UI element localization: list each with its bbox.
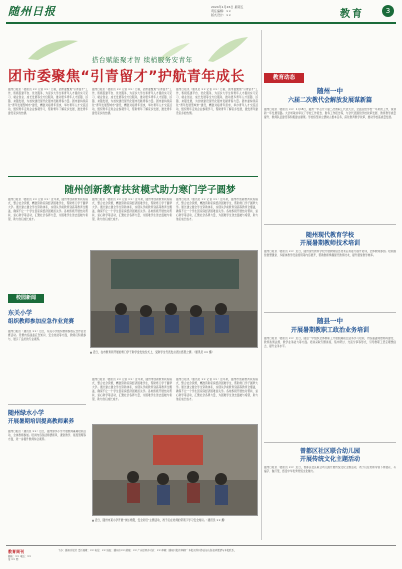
left-body-1: 随州日报讯（通讯员 ××）近日，东关小学组织教师参加应急作业竞赛活动。竞赛内容涵盖应急知识、安全技能等方面，教师们积极参与，展示了良好的专业素养。 (8, 330, 86, 341)
right-body-1: 随州日报讯（通讯员 ××）1月18日，随州一中召开六届二次教职工代表大会，全面总结学校一年来的工作，谋划新一年发展思路。大会听取并审议了学校工作报告、财务工作报告等，与会代表围绕学校改革发展、教育教学质量提升、教师队伍建设等积极建言献策。学校将坚持立德树人根本任务，深化教育教学改革，推动学校高质量发展。 (264, 108, 396, 119)
left-title-1: 东关小学 (8, 310, 33, 317)
right-column-tag: 教育动态 (264, 73, 304, 83)
left-title-2: 随州绿水小学 (8, 410, 45, 417)
middle-story-body-col4: 随州日报讯（通讯员 ×× 记者 ××）近年来，随州市创新教育扶贫模式，整合社会资源，精准资助家庭经济困难学生，帮助寒门学子圆梦大学。通过建立健全学生资助体系，实现从学前教育到高等教育全覆盖，确保不让一个学生因家庭经济困难而失学。各地积极开展结对帮扶、爱心助学等活动，汇聚社会各界力量，为困难学生送去温暖与希望，助力他们成长成才。 (92, 378, 172, 401)
right-title-1: 随州一中 (317, 87, 343, 95)
masthead-editor: 责任编辑：×× (211, 9, 232, 13)
masthead-date: 2024年1月26日 星期五 (211, 5, 244, 9)
bottom-photo-caption: ▲ 近日，随州市某小学开展“快乐寒假，安全同行”主题活动，孩子们在老师的带领下学习安全知识。（通讯员 ×× 摄） (92, 519, 227, 522)
campus-news-tag: 校园新闻 (8, 294, 44, 303)
middle-story-body-col3: 随州日报讯（通讯员 ×× 记者 ××）近年来，随州市创新教育扶贫模式，整合社会资源，精准资助家庭经济困难学生，帮助寒门学子圆梦大学。通过建立健全学生资助体系，实现从学前教育到高等教育全覆盖，确保不让一个学生因家庭经济困难而失学。各地积极开展结对帮扶、爱心助学等活动，汇聚社会各界力量，为困难学生送去温暖与希望，助力他们成长成才。 (176, 198, 258, 221)
classroom-photo-illustration (91, 251, 258, 348)
right-title-2b: 开展暑期教师技术培训 (299, 240, 360, 247)
right-title-4: 曾都区社区联合幼儿园 (299, 448, 360, 455)
right-title-3b: 开展暑期教职工政治业务培训 (290, 327, 369, 334)
left-body-2: 随州日报讯（通讯员 ××）近日，随州绿水小学开展教师暑期培训活动，全体教师参加。培训内容包括师德师风、课堂教学、班级管理等方面，进一步提升教师综合素养。 (8, 430, 86, 441)
left-title-2b: 开展暑期培训提高教师素养 (8, 419, 75, 425)
right-body-4: 随州日报讯（通讯员 ××）近日，曾都区社区联合幼儿园开展传统文化主题活动，孩子们在老师带领下剪窗花、写福字、做灯笼，感受中华优秀传统文化魅力。 (264, 466, 396, 473)
footer-contact: 邮箱：×× 电话：×× (8, 555, 32, 558)
top-story-body-col3: 随州日报讯（通讯员 ×× 记者 ××）日前，团市委聚焦“引青留才”工作，积极搭建平台、优化服务，为返乡大学生和青年人才提供实习见习、就业创业、成长发展等全方位服务，推动更多青年人才留随、返随、来随发展，为加快建设现代化强市贡献青春力量。团市委持续深化“青年发展型城市”建设，精准对接青年需求，举办青年人才交流活动，组织青年走进企业参观学习，帮助青年了解家乡发展，激发青年建设家乡的热情。 (176, 88, 258, 115)
activity-photo-illustration (93, 425, 258, 516)
top-story-headline: 团市委聚焦“引青留才”护航青年成长 (8, 69, 245, 85)
section-title: 教育 (340, 9, 364, 20)
middle-story-body-col5: 随州日报讯（通讯员 ×× 记者 ××）近年来，随州市创新教育扶贫模式，整合社会资源，精准资助家庭经济困难学生，帮助寒门学子圆梦大学。通过建立健全学生资助体系，实现从学前教育到高等教育全覆盖，确保不让一个学生因家庭经济困难而失学。各地积极开展结对帮扶、爱心助学等活动，汇聚社会各界力量，为困难学生送去温暖与希望，助力他们成长成才。 (176, 378, 258, 401)
page-footer (6, 545, 396, 565)
left-title-1b: 组织教师参加应急作业竞赛 (8, 319, 75, 325)
middle-story-body-col2: 随州日报讯（通讯员 ×× 记者 ××）近年来，随州市创新教育扶贫模式，整合社会资源，精准资助家庭经济困难学生，帮助寒门学子圆梦大学。通过建立健全学生资助体系，实现从学前教育到高等教育全覆盖，确保不让一个学生因家庭经济困难而失学。各地积极开展结对帮扶、爱心助学等活动，汇聚社会各界力量，为困难学生送去温暖与希望，助力他们成长成才。 (92, 198, 172, 221)
right-title-2: 随州现代教育学校 (305, 232, 354, 239)
section-divider (8, 404, 86, 405)
masthead (6, 2, 396, 24)
footer-imprint: 主办：随州日报社 责任编辑：×× 电话：×× 地址：随州市×× 邮编：×× 广告经营许可证：×× 印刷：随州日报社印刷厂 本报讯所刊作品如有版权问题请与本报联系。 (58, 549, 237, 552)
right-title-4b: 开展传统文化主题活动 (299, 456, 360, 463)
page-number-badge: 3 (382, 5, 394, 17)
middle-story-body-col1: 随州日报讯（通讯员 ×× 记者 ××）近年来，随州市创新教育扶贫模式，整合社会资源，精准资助家庭经济困难学生，帮助寒门学子圆梦大学。通过建立健全学生资助体系，实现从学前教育到高等教育全覆盖，确保不让一个学生因家庭经济困难而失学。各地积极开展结对帮扶、爱心助学等活动，汇聚社会各界力量，为困难学生送去温暖与希望，助力他们成长成才。 (8, 198, 88, 221)
masthead-designer: 版式设计：×× (211, 13, 232, 17)
section-divider (264, 442, 396, 443)
section-divider (264, 224, 396, 225)
right-title-1b: 六届二次教代会解放发展谋新篇 (287, 97, 372, 104)
section-divider (264, 312, 396, 313)
right-title-3: 随县一中 (317, 317, 343, 325)
middle-story-headline: 随州创新教育扶贫模式助力寒门学子圆梦 (64, 185, 236, 196)
top-story-kicker: 搭台赋能聚才智 续梢服务安青年 (92, 56, 193, 64)
column-divider (261, 30, 262, 540)
footer-label: 教育周刊 (8, 549, 24, 554)
newspaper-logo: 随州日报 (8, 5, 56, 18)
classroom-photo (90, 250, 258, 348)
footer-issue: 第 ×× 期 (8, 558, 19, 562)
masthead-meta (211, 5, 243, 17)
top-story-body-col1: 随州日报讯（通讯员 ×× 记者 ××）日前，团市委聚焦“引青留才”工作，积极搭建平台、优化服务，为返乡大学生和青年人才提供实习见习、就业创业、成长发展等全方位服务，推动更多青年人才留随、返随、来随发展，为加快建设现代化强市贡献青春力量。团市委持续深化“青年发展型城市”建设，精准对接青年需求，举办青年人才交流活动，组织青年走进企业参观学习，帮助青年了解家乡发展，激发青年建设家乡的热情。 (8, 88, 88, 115)
activity-photo (92, 424, 258, 516)
right-body-3: 随州日报讯（通讯员 ××）近日，随县一中组织全体教职工开展假期政治业务学习培训，内容涵盖师德师风建设、教育政策法规、教学业务能力等方面。培训采取专题讲座、集中研讨、交流分享等形式，引导教职工坚定理想信念，提升业务水平。 (264, 337, 396, 348)
right-body-2: 随州日报讯（通讯员 ××）近日，随州现代教育学校开展教师信息技术应用能力提升培训，全体教师参加。培训围绕智慧课堂、多媒体教学设备使用等内容展开，帮助教师掌握现代教育技术，提升课堂教学效率。 (264, 250, 396, 257)
middle-photo-caption: ▲ 近日，在市教育局开展的寒门学子助学金发放仪式上，受助学生代表发言表达感恩之情。（通讯员 ×× 摄） (90, 351, 215, 354)
footer-brand (8, 549, 52, 565)
top-story-body-col2: 随州日报讯（通讯员 ×× 记者 ××）日前，团市委聚焦“引青留才”工作，积极搭建平台、优化服务，为返乡大学生和青年人才提供实习见习、就业创业、成长发展等全方位服务，推动更多青年人才留随、返随、来随发展，为加快建设现代化强市贡献青春力量。团市委持续深化“青年发展型城市”建设，精准对接青年需求，举办青年人才交流活动，组织青年走进企业参观学习，帮助青年了解家乡发展，激发青年建设家乡的热情。 (92, 88, 172, 115)
section-divider (8, 176, 258, 177)
